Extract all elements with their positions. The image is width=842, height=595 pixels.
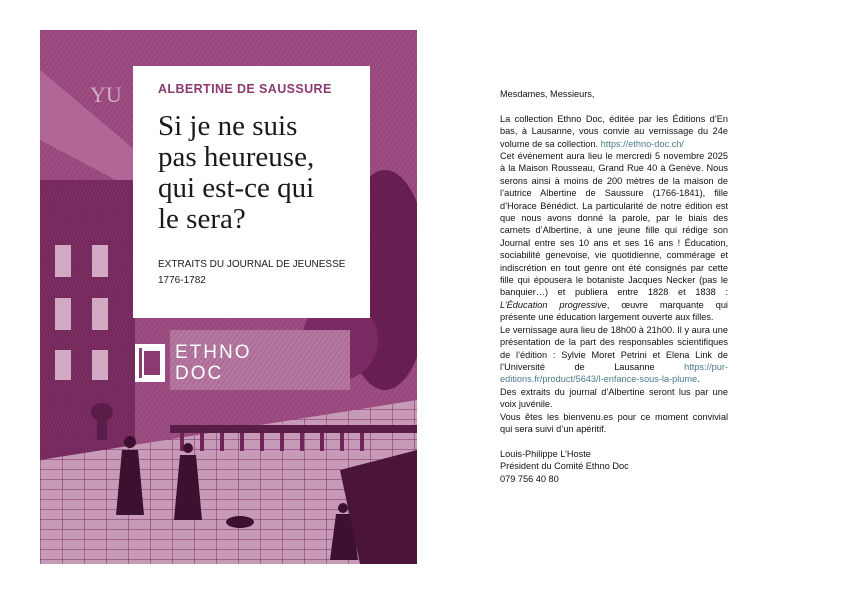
letter-paragraph-event [500, 150, 728, 324]
letter-text: Le vernissage aura lieu de 18h00 à 21h00. Il y aura une présentation de la part des responsables scientifiques de l’édition : Sylvie Moret Petrini et Elena Link de l’Université de Lausanne [500, 324, 728, 372]
ethno-doc-logo-icon [135, 344, 165, 382]
letter-text: La collection Ethno Doc, éditée par les Éditions d’En bas, à Lausanne, vous convie au vernissage du 24e volume de sa collection. [500, 113, 728, 149]
cover-author: ALBERTINE DE SAUSSURE [158, 82, 332, 96]
ethno-doc-logo [135, 342, 295, 386]
letter-paragraph-reading: Des extraits du journal d’Albertine seront lus par une voix juvénile. [500, 386, 728, 410]
ethno-doc-link[interactable]: https://ethno-doc.ch/ [600, 138, 684, 149]
cover-subtitle-line: EXTRAITS DU JOURNAL DE JEUNESSE [158, 259, 346, 270]
invitation-letter [500, 88, 728, 485]
signature-phone: 079 756 40 80 [500, 473, 559, 484]
cover-sign-text: YU [90, 82, 122, 107]
letter-paragraph-welcome: Vous êtes les bienvenu.es pour ce moment convivial qui sera suivi d’un apéritif. [500, 411, 728, 434]
cover-subtitle [158, 257, 356, 289]
cover-title-line: pas heureuse, [158, 141, 315, 173]
letter-greeting: Mesdames, Messieurs, [500, 89, 595, 99]
cover-title-line: qui est-ce qui [158, 172, 315, 204]
letter-text: . [697, 374, 700, 385]
letter-text: , œuvre marquante qui présente une éducation largement ouverte aux filles. [500, 299, 728, 323]
letter-paragraph-intro [500, 113, 728, 150]
signature-role: Président du Comité Ethno Doc [500, 461, 629, 472]
cover-title-line: Si je ne suis [158, 110, 298, 142]
cover-title [158, 111, 356, 235]
cover-title-line: le sera? [158, 203, 246, 235]
logo-line: ETHNO [175, 342, 252, 363]
book-cover [40, 30, 417, 564]
logo-text [175, 342, 252, 384]
title-panel [133, 66, 370, 318]
letter-paragraph-schedule [500, 324, 728, 386]
letter-text: Cet événement aura lieu le mercredi 5 novembre 2025 à la Maison Rousseau, Grand Rue 40 à Genève. Nous serons ainsi à moins de 200 mètres de la maison de l’autrice Albertine de Saussure (1766-1841), fille d’Horace Bénédict. La particularité de notre édition est que nous avons donné la parole, par le biais des carnets d’Albertine, à une jeune fille qui rédige son Journal entre ses 10 ans et ses 16 ans ! Éducation, sociabilité genevoise, vie quotidienne, commérage et indiscrétion en tout genre ont été consignés par cette fille qui épousera le botaniste Jacques Necker (pas le banquier…) et publiera entre 1828 et 1838 : [500, 151, 728, 298]
signature-name: Louis-Philippe L’Hoste [500, 448, 591, 459]
logo-line: DOC [175, 363, 224, 384]
book-title-emphasis: L’Éducation progressive [500, 299, 607, 310]
cover-subtitle-line: 1776-1782 [158, 275, 206, 286]
pur-editions-link[interactable]: https://pur-editions.fr/product/5643/l-enfance-sous-la-plume [500, 361, 728, 385]
